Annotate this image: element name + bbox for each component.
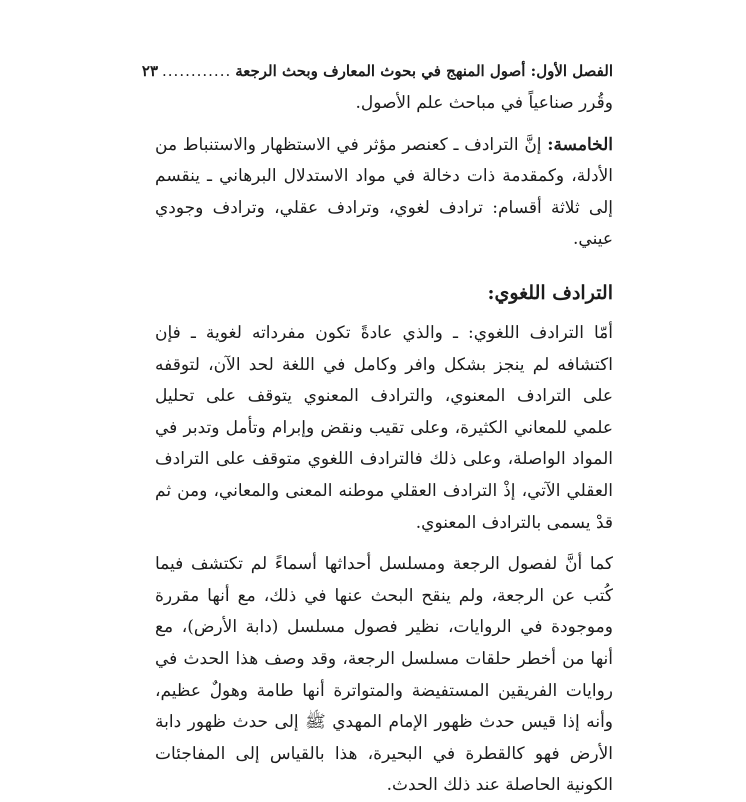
section-heading: الترادف اللغوي:: [487, 281, 613, 304]
continuation-line: وقُرر صناعياً في مباحث علم الأصول.: [355, 93, 613, 113]
page-number: ٢٣: [141, 62, 159, 80]
leader-dots: ............: [162, 62, 232, 80]
book-page: [141, 58, 613, 802]
paragraph-text: إنَّ الترادف ـ كعنصر مؤثر في الاستظهار والاستنباط من الأدلة، وكمقدمة ذات دخالة في مواد الاستدلال البرهاني ـ ينقسم إلى ثلاثة أقسام: ترادف لغوي، وترادف عقلي، وترادف وجودي عيني.: [155, 134, 613, 250]
paragraph-return-events: كما أنَّ لفصول الرجعة ومسلسل أحداثها أسماءً لم تكتشف فيما كُتب عن الرجعة، ولم ينقح البحث عنها في ذلك، مع أنها مقررة وموجودة في الروايات، نظير فصول مسلسل (دابة الأرض)، مع أنها من أخطر حلقات مسلسل الرجعة، وقد وصف هذا الحدث في روايات الفريقين المستفيضة والمتواترة أنها طامة وهولٌ عظيم، وأنه إذا قيس حدث ظهور الإمام المهدي ﷺ إلى حدث ظهور دابة الأرض فهو كالقطرة في البحيرة، هذا بالقياس إلى المفاجئات الكونية الحاصلة عند ذلك الحدث.: [155, 554, 613, 796]
chapter-title: الفصل الأول: أصول المنهج في بحوث المعارف وبحث الرجعة: [235, 62, 613, 80]
paragraph-fifth: [155, 130, 613, 256]
paragraph-lead: الخامسة:: [547, 134, 613, 155]
running-header: [141, 58, 613, 84]
paragraph-linguistic-synonymy: أمّا الترادف اللغوي: ـ والذي عادةً تكون مفرداته لغوية ـ فإن اكتشافه لم ينجز بشكل وافر وكامل في اللغة لحد الآن، لتوقفه على الترادف المعنوي، والترادف المعنوي يتوقف على تحليل علمي للمعاني الكثيرة، وعلى تقيب ونقض وإبرام وتأمل وتدبر في المواد الواصلة، وعلى ذلك فالترادف اللغوي متوقف على الترادف العقلي الآتي، إذْ الترادف العقلي موطنه المعنى والمعاني، ومن ثم قدْ يسمى بالترادف المعنوي.: [155, 322, 613, 533]
